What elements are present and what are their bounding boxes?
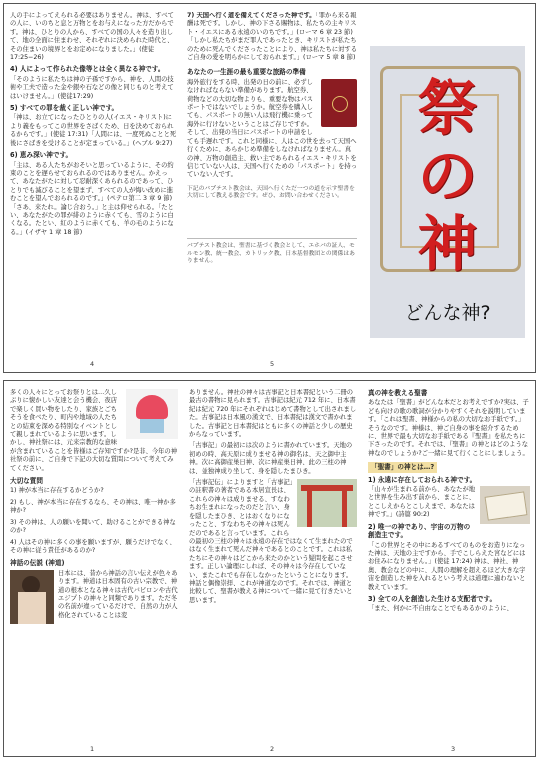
cover-subtitle: どんな神? bbox=[404, 302, 491, 324]
p1-heading-questions: 大切な質問 bbox=[10, 477, 43, 486]
page-1 bbox=[10, 389, 178, 741]
cover-image bbox=[370, 46, 525, 338]
p4-intro: 人の手によってえられる必要はありません。神は、すべての人に、いのちと息と万物とをお与えになった方だからです。神は、ひとりの人から、すべての国の人々を造り出して、地の全面に住まわせ、それぞれに決められた時代と、その住まいの境界とをお定めになりました。」(使徒17:25−26) bbox=[10, 12, 174, 62]
page-number-4: 4 bbox=[90, 360, 95, 368]
p5-footnote: バプテスト教会は、聖書に基づく教会として、エホバの証人、モルモン教、統一教会、カトリック教、日本基督教団との関係はありません。 bbox=[187, 242, 355, 265]
p3-heading-1: 1) 永遠に存在しておられる神です。 bbox=[368, 475, 477, 484]
cover-title-char-1: 祭 bbox=[417, 74, 478, 144]
p1-q3: 3) その神は、人の願いを聞いて、助けることができる神なのか? bbox=[10, 518, 176, 535]
p5-trip-heading: あなたの一生涯の最も重要な旅路の準備 bbox=[187, 68, 306, 77]
p2-text-b: 「古事記」の最初には次のように書かれています。天地の初めの時、高天原に成りませる神の御名は、天之御中主神。次に高御産巣日神、次に神産巣日神、此の三柱の神は、並独神成り坐して、身を隠したまひき。 bbox=[189, 442, 353, 475]
p5-note: 下記のバプテスト教会は、天国へ行くただ一つの道を示す聖書を大切にして教える教会です。ぜひ、お問い合わせください。 bbox=[187, 185, 355, 200]
p1-q2: 2) もし、神が本当に存在するなら、その神は、唯一神か多神か? bbox=[10, 498, 176, 515]
p1-intro: 多くの人々にとってお祭りとは…久しぶりに懐かしい友達と会う機会、夜店で楽しく買い物をしたり、家族とごちそうを食べたり、町内や地域の人たちとの結束を深める特別なイベントとして親しまれているように思います。しかし、神社祭には、元来宗教的な意味が含まれていることを皆様はご存知ですか?是非、今年の神社祭の前に、ご自身で下記の大切な質問について考えてみてください。 bbox=[10, 389, 178, 472]
page-3 bbox=[368, 389, 530, 741]
p4-text-4: 「そのように私たちは神の子孫ですから、神を、人間の技術や工夫で造った金や銀や石などの像と同じものと考えてはいけません。」(使徒17:29) bbox=[10, 75, 174, 100]
p5-heading-7: 7) 天国へ行く道を備えてくださった神です。「罪から来る報酬は死です。しかし、神の下さる賜物は、私たちの主キリスト・イエスにある永遠のいのちです。」(ローマ 6 章 23 節)「しかし私たちがまだ罪人であったとき、キリストが私たちのために死んでくださったことにより、神は私たちに対するご自身の愛を明らかにしておられます。」(ローマ 5 章 8 節) bbox=[187, 12, 357, 62]
top-spread bbox=[3, 3, 536, 373]
page-number-1: 1 bbox=[90, 745, 95, 753]
passport-emblem-icon bbox=[332, 96, 348, 112]
p4-heading-6: 6) 恵み深い神です。 bbox=[10, 151, 73, 160]
p1-q4: 4) 人はその神に多くの事を願いますが、願うだけでなく、その神に従う責任があるのか? bbox=[10, 538, 176, 554]
p3-heading-bible: 真の神を教える聖書 bbox=[368, 389, 428, 397]
p4-text-6: 「主は、ある人たちがおそいと思っているように、その約束のことを遅らせておられるのではありません。かえって、あなたがたに対して忍耐深くあられるのであって、ひとりでも滅びることを望まず、すべての人が悔い改めに進むことを望んでおられるのです。」(ペテロ第二 3 章 9 節)「さあ、来たれ。論じ合おう。」と主は仰せられる。「たとい、あなたがたの罪が緋のように赤くても、雪のように白くなる。たとい、紅のように赤くても、羊の毛のようになる。」(イザヤ 1 章 18 節) bbox=[10, 161, 174, 236]
p3-bible-text: あなたは「聖書」がどんな本だとお考えですか?実は、子ども向けの歌の歌詞が分かりやすくそれを説明しています。「これは聖書、神様からの私の大切なお手紙です。」そうなのです。神様は、神ご自身の事を紹介するために、世界で最も大切なお手紙である『聖書』を私たちに下さったのです。それでは、『聖書』の神とはどのような神なのでしょうか?ご一緒に見て行くことにしましょう。 bbox=[368, 399, 529, 457]
p3-heading-2: 2) 唯一の神であり、宇宙の万物の創造主です。 bbox=[368, 522, 471, 540]
page-2 bbox=[189, 389, 357, 741]
p2-text-c: 「古事記伝」によりますと「古事記」の註釈書の著者である本居宣長は、これらの神々は成りませる、すなわちお生まれになったのだと言い、身を隠したまひき、とはおくなりになったこと、すなわちその神々は死んだのであると言っています。これらの最初の三柱の神々は永遠の存在ではなくて生まれたのではなく生まれて死んだ神々であるとのことです。これは私たちにその神々はどこから来たのかという疑問を起こさせます。正しい論理にしれば、その神々は今存在していない、またこれでも存在しなかったということになります。神話と偶像崇拝、これが神道なのです。それでは、神道と比較して、聖書が教える神について一緒に見て行きたいと思います。 bbox=[189, 479, 353, 604]
page-number-3: 3 bbox=[451, 745, 456, 753]
page-number-2: 2 bbox=[270, 745, 275, 753]
p1-myth-text: 日本には、昔から神話の言い伝えが色々あります。神道は日本固有の古い宗教で、神道の根本となる神々は古代バビロンや古代エジプトの神々と同類であります。ただ冬の名前が違っているだけで、自然の力が人格化されていることは変 bbox=[58, 569, 178, 619]
cover-title-char-3: 神 bbox=[417, 210, 478, 280]
p4-heading-4: 4) 人によって作られた像等とは全く異なる神です。 bbox=[10, 65, 165, 74]
p3-text-2: 「この世界とその中にあるすべてのものをお造りになった神は、天地の主ですから、手でこしらえた宮などにはお住みになりません。」(使徒 17:24) 神は、神社、神奥、教会などの中に、人間の理解を超えるほど大きな宇宙を創造した神を入れるという考えは道理に適わないと教えています。 bbox=[368, 541, 526, 591]
p1-q1: 1) 神が本当に存在するかどうか? bbox=[10, 487, 104, 495]
kimono-photo bbox=[10, 570, 54, 624]
shaved-ice-photo bbox=[126, 389, 178, 439]
passport-image bbox=[321, 79, 357, 127]
page-number-5: 5 bbox=[270, 360, 275, 368]
page-4 bbox=[10, 12, 177, 357]
bottom-spread bbox=[3, 380, 536, 757]
p2-text-a: ありません。神社の神々は古事記と日本書紀という二冊の最古の書物に見られます。古事記は紀元 712 年に、日本書紀は紀元 720 年にそれぞれはじめて書物として出されました。古事記は日本風の漢文で、日本書紀は漢文で書かれました。古事記と日本書紀はともに多くの神話と少しの歴史からなっています。 bbox=[189, 389, 357, 439]
p5-trip-text: 海外旅行をする時、出発の日の前に、必ずしなければならない準備があります。航空券、荷物などの大切な物よりも、重要な物はパスポートではないでしょうか。航空券を購入しても、パスポートの無い人は飛行機に乗って海外に行けないということはご存じですか。そして、出発の当日にパスポートの申請をしても手遅れです。これと同様に、人はこの世を去って天国へ行くために、あらかじめ準備をしなければなりません。真の神、万物の創造主、救い主であられるイエス・キリストを信じていない人は、天国へ行くための「パスポート」を持っていない人です。 bbox=[187, 78, 357, 179]
page-5 bbox=[187, 12, 357, 357]
cover-title-char-2: の bbox=[417, 142, 478, 212]
p4-text-5: 「神は、お立てになったひとりの人(イエス・キリスト)により義をもってこの世界をさばくため、日を決めておられるからです。」(使徒 17:31)「人間には、一度死ぬことと死後にさばきを受けることが定まっている。」(ヘブル 9:27) bbox=[10, 114, 177, 147]
p4-heading-5: 5) すべての罪を裁く正しい神です。 bbox=[10, 104, 119, 113]
shrine-photo bbox=[297, 479, 357, 527]
p3-heading-3: 3) 全ての人を創造した生ける支配者です。 bbox=[368, 594, 497, 603]
p3-text-3: 「また、何かに不自由なことでもあるかのように、 bbox=[368, 605, 513, 613]
divider bbox=[187, 238, 357, 239]
p3-label: 「聖書」の神とは…? bbox=[368, 462, 437, 472]
p1-heading-myth: 神話の伝説 (神道) bbox=[10, 559, 65, 568]
bible-photo bbox=[480, 486, 530, 524]
p3-text-1: 「山々が生まれる前から、あなたが地と世界を生み出す前から、まことに、とこしえからとこしえまで、あなたは神です。」(詩篇 90:2) bbox=[368, 486, 476, 519]
